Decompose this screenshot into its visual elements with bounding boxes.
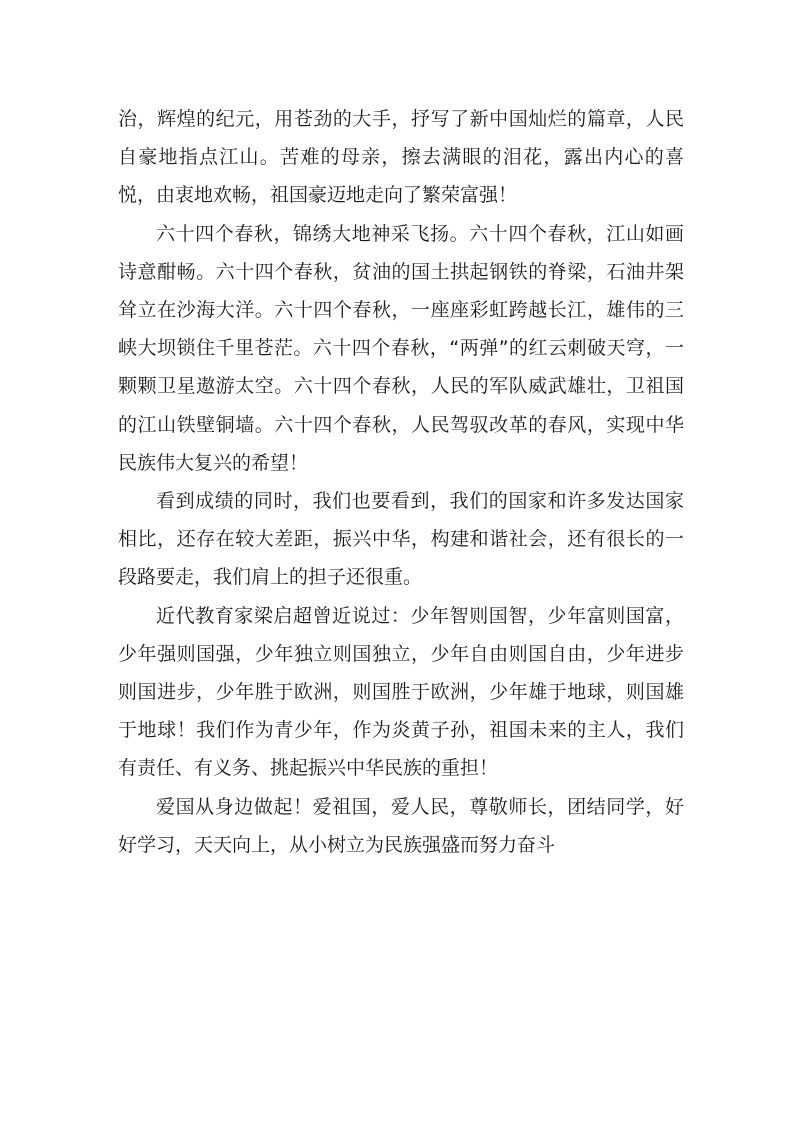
paragraph-5: 爱国从身边做起！爱祖国，爱人民，尊敬师长，团结同学，好好学习，天天向上，从小树立为民族强盛而努力奋斗: [118, 795, 684, 856]
paragraph-1: 治，辉煌的纪元，用苍劲的大手，抒写了新中国灿烂的篇章，人民自豪地指点江山。苦难的母亲，擦去满眼的泪花，露出内心的喜悦，由衷地欢畅，祖国豪迈地走向了繁荣富强！: [118, 108, 684, 207]
paragraph-4: 近代教育家梁启超曾近说过：少年智则国智，少年富则国富，少年强则国强，少年独立则国独立，少年自由则国自由，少年进步则国进步，少年胜于欧洲，则国胜于欧洲，少年雄于地球，则国雄于地球！我们作为青少年，作为炎黄子孙，祖国未来的主人，我们有责任、有义务、挑起振兴中华民族的重担！: [118, 604, 684, 780]
body-text: [118, 100, 684, 864]
paragraph-2: 六十四个春秋，锦绣大地神采飞扬。六十四个春秋，江山如画诗意酣畅。六十四个春秋，贫油的国土拱起钢铁的脊梁，石油井架耸立在沙海大洋。六十四个春秋，一座座彩虹跨越长江，雄伟的三峡大坝锁住千里苍茫。六十四个春秋，“两弹”的红云刺破天穹，一颗颗卫星遨游太空。六十四个春秋，人民的军队威武雄壮，卫祖国的江山铁壁铜墙。六十四个春秋，人民驾驭改革的春风，实现中华民族伟大复兴的希望！: [118, 222, 684, 474]
paragraph-3: 看到成绩的同时，我们也要看到，我们的国家和许多发达国家相比，还存在较大差距，振兴中华，构建和谐社会，还有很长的一段路要走，我们肩上的担子还很重。: [118, 490, 684, 589]
